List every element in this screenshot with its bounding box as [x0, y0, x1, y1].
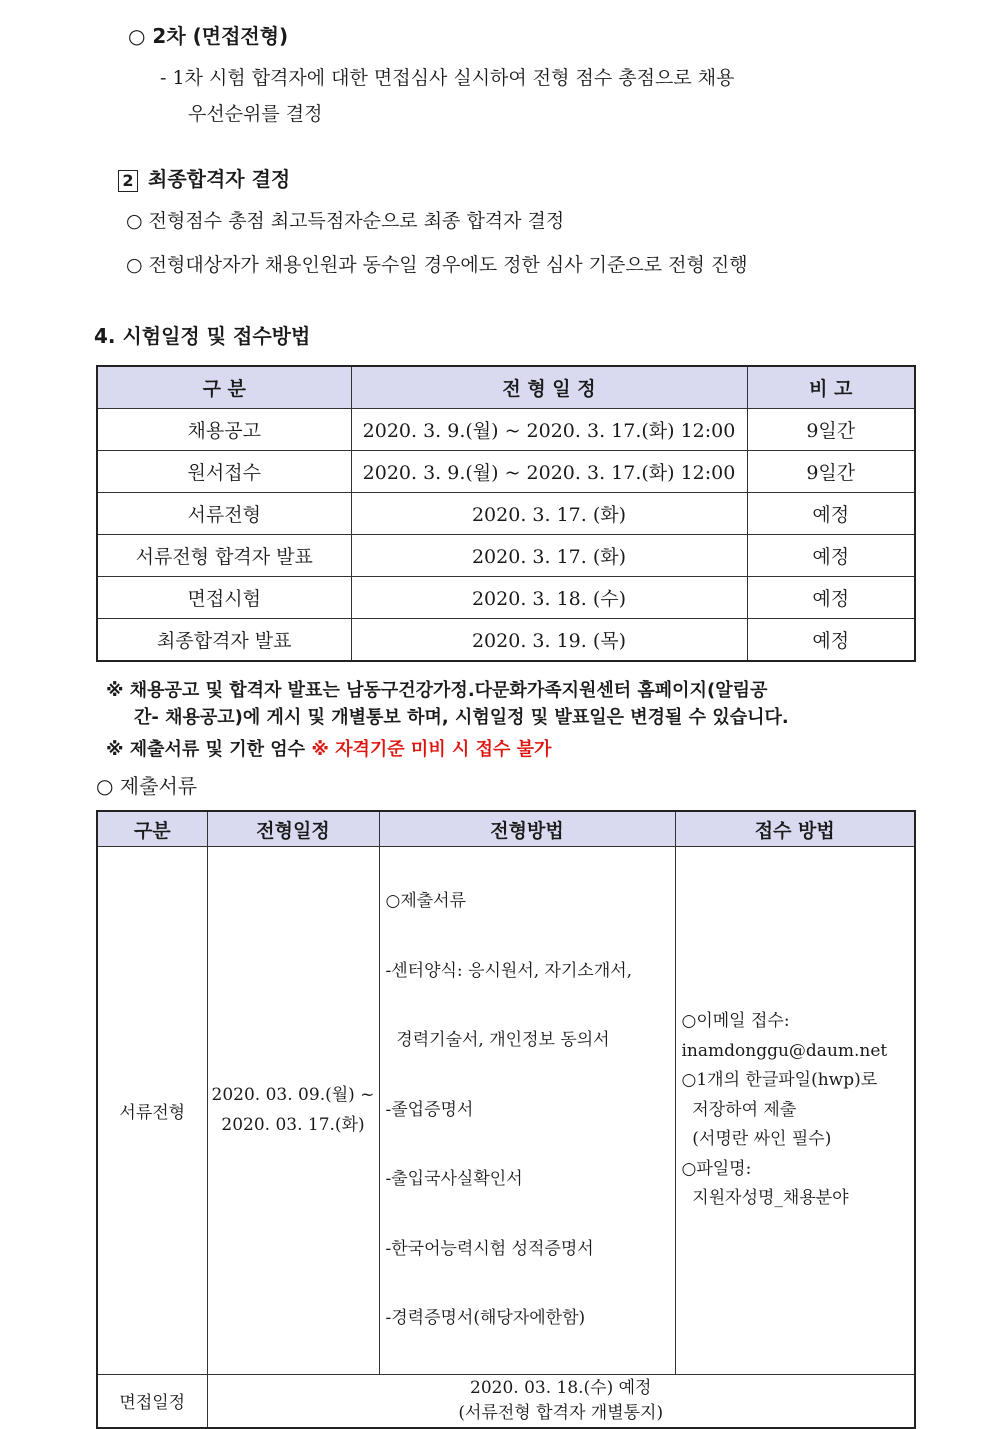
table-row — [97, 409, 915, 451]
list-item: (서명란 싸인 필수) — [681, 1129, 832, 1149]
document-screening-receipt — [675, 847, 915, 1375]
interview-schedule-label: 면접일정 — [97, 1374, 207, 1428]
note-deadline-text: ※ 제출서류 및 기한 엄수 — [106, 739, 306, 760]
interview-schedule-notice: (서류전형 합격자 개별통지) — [458, 1402, 664, 1423]
list-item: ○파일명: — [681, 1158, 752, 1179]
docs-heading: ○ 제출서류 — [96, 774, 198, 798]
note-announcement-line1: ※ 채용공고 및 합격자 발표는 남동구건강가정.다문화가족지원센터 홈페이지(알림공 — [106, 680, 768, 701]
list-item: -한국어능력시험 성적증명서 — [385, 1238, 594, 1259]
schedule-header-category: 구 분 — [97, 366, 351, 409]
section-number-box: 2 — [118, 170, 138, 192]
note-announcement-line2: 간- 채용공고)에 게시 및 개별통보 하며, 시험일정 및 발표일은 변경될 수 있습니다. — [134, 707, 789, 728]
documents-header-schedule: 전형일정 — [207, 811, 379, 847]
schedule-table — [96, 365, 916, 662]
final-pass-heading-text: 최종합격자 결정 — [148, 167, 291, 191]
schedule-cell: 최종합격자 발표 — [97, 619, 351, 662]
interview-schedule-detail — [207, 1374, 915, 1428]
table-row — [97, 847, 915, 1375]
list-item: ○이메일 접수: — [681, 1011, 790, 1031]
document-screening-methods — [379, 847, 675, 1375]
list-item: -졸업증명서 — [385, 1099, 474, 1120]
schedule-cell: 2020. 3. 9.(월) ~ 2020. 3. 17.(화) 12:00 — [351, 409, 747, 451]
documents-header-category: 구분 — [97, 811, 207, 847]
document-screening-dates — [207, 847, 379, 1375]
documents-header-row — [97, 811, 915, 847]
interview-desc-line1: - 1차 시험 합격자에 대한 면접심사 실시하여 전형 점수 총점으로 채용 — [160, 67, 735, 89]
schedule-cell: 9일간 — [747, 451, 915, 493]
final-pass-item-1: ○ 전형점수 총점 최고득점자순으로 최종 합격자 결정 — [126, 210, 565, 232]
schedule-cell: 채용공고 — [97, 409, 351, 451]
list-item: ○1개의 한글파일(hwp)로 — [681, 1070, 878, 1090]
note-disqualify-warning: ※ 자격기준 미비 시 접수 불가 — [311, 739, 552, 760]
document-screening-date-end: 2020. 03. 17.(화) — [221, 1115, 365, 1136]
schedule-cell: 9일간 — [747, 409, 915, 451]
document-screening-date-start: 2020. 03. 09.(월) ~ — [211, 1085, 375, 1106]
interview-desc-line2: 우선순위를 결정 — [188, 103, 323, 125]
schedule-cell: 2020. 3. 18. (수) — [351, 577, 747, 619]
table-row — [97, 493, 915, 535]
list-item: -경력증명서(해당자에한함) — [385, 1308, 586, 1328]
interview-schedule-date: 2020. 03. 18.(수) 예정 — [470, 1377, 652, 1398]
note-deadline — [106, 735, 551, 761]
document-screening-label: 서류전형 — [97, 847, 207, 1375]
list-item: ○제출서류 — [385, 891, 467, 911]
schedule-cell: 면접시험 — [97, 577, 351, 619]
schedule-cell: 2020. 3. 19. (목) — [351, 619, 747, 662]
list-item: -센터양식: 응시원서, 자기소개서, — [385, 960, 633, 981]
schedule-cell: 서류전형 — [97, 493, 351, 535]
schedule-cell: 예정 — [747, 577, 915, 619]
schedule-cell: 2020. 3. 17. (화) — [351, 493, 747, 535]
schedule-header-row — [97, 366, 915, 409]
final-pass-heading — [118, 163, 290, 192]
section-4-title: 4. 시험일정 및 접수방법 — [94, 324, 311, 348]
documents-header-receipt: 접수 방법 — [675, 811, 915, 847]
list-item: 경력기술서, 개인정보 동의서 — [385, 1030, 610, 1050]
table-row — [97, 535, 915, 577]
schedule-header-note: 비 고 — [747, 366, 915, 409]
table-row — [97, 619, 915, 662]
schedule-cell: 서류전형 합격자 발표 — [97, 535, 351, 577]
list-item: 저장하여 제출 — [681, 1099, 797, 1120]
schedule-cell: 예정 — [747, 619, 915, 662]
list-item: 지원자성명_채용분야 — [681, 1188, 849, 1208]
email-address: inamdonggu@daum.net — [681, 1040, 888, 1061]
interview-heading: ○ 2차 (면접전형) — [128, 24, 289, 48]
schedule-cell: 원서접수 — [97, 451, 351, 493]
table-row — [97, 1374, 915, 1428]
table-row — [97, 451, 915, 493]
final-pass-item-2: ○ 전형대상자가 채용인원과 동수일 경우에도 정한 심사 기준으로 전형 진행 — [126, 254, 748, 276]
schedule-cell: 2020. 3. 9.(월) ~ 2020. 3. 17.(화) 12:00 — [351, 451, 747, 493]
table-row — [97, 577, 915, 619]
schedule-cell: 예정 — [747, 493, 915, 535]
schedule-header-date: 전 형 일 정 — [351, 366, 747, 409]
documents-header-method: 전형방법 — [379, 811, 675, 847]
schedule-cell: 2020. 3. 17. (화) — [351, 535, 747, 577]
schedule-cell: 예정 — [747, 535, 915, 577]
documents-table — [96, 810, 916, 1429]
list-item: -출입국사실확인서 — [385, 1169, 523, 1189]
